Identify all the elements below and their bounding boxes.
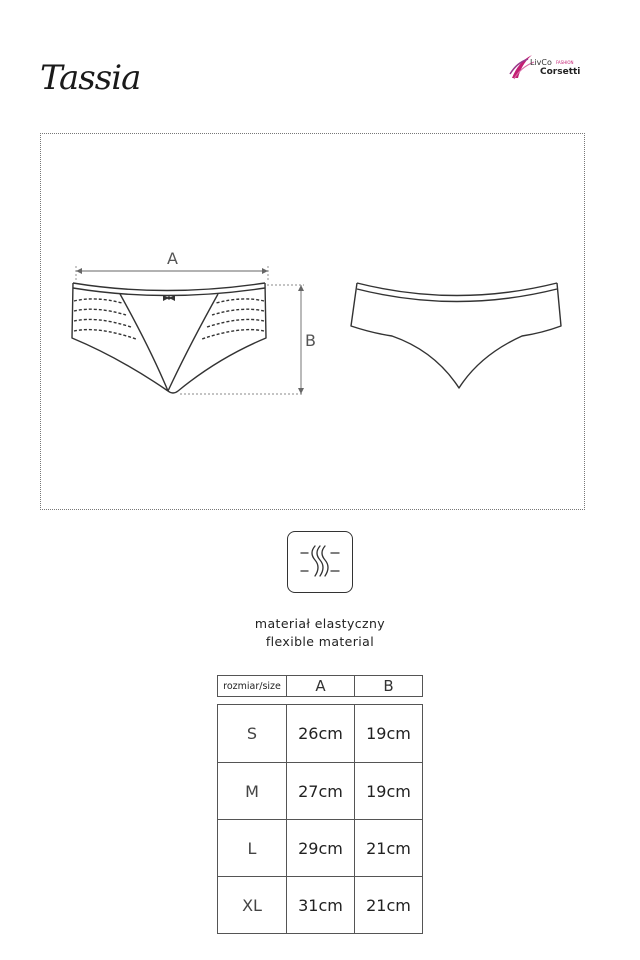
label-a: A [167, 249, 178, 268]
header-a: A [287, 676, 355, 696]
measure-b-cell: 21cm [366, 895, 411, 915]
label-b: B [305, 331, 316, 350]
measure-a-cell: 27cm [287, 763, 355, 819]
material-label-en: flexible material [265, 634, 375, 649]
size-table-header [217, 675, 423, 697]
size-table-body [217, 704, 423, 934]
measure-b-cell: 19cm [366, 781, 411, 801]
logo-text-fashion: FASHION [556, 60, 574, 65]
table-row [218, 705, 422, 762]
size-cell: S [218, 705, 287, 762]
garment-illustration [40, 133, 585, 510]
size-cell: XL [218, 877, 287, 933]
header-size: rozmiar/size [218, 676, 287, 696]
logo-text-corsetti: Corsetti [540, 67, 581, 77]
header-b: B [383, 677, 394, 695]
size-cell: M [218, 763, 287, 819]
stretch-material-badge [287, 531, 353, 593]
measure-a-cell: 29cm [287, 820, 355, 876]
stretch-waves-icon [288, 532, 352, 592]
logo-swoosh-icon [508, 52, 538, 82]
measure-b [180, 285, 304, 394]
measure-b-cell: 21cm [366, 838, 411, 858]
table-row [218, 819, 422, 876]
collection-name [40, 58, 140, 104]
measure-a-cell: 26cm [287, 705, 355, 762]
measure-a-cell: 31cm [287, 877, 355, 933]
table-row [218, 762, 422, 819]
brand-logo [508, 52, 588, 82]
collection-name-text: Tassia [40, 58, 141, 98]
measure-b-cell: 19cm [366, 724, 411, 743]
measure-a [76, 266, 268, 281]
logo-text-livco: LivCo [530, 58, 552, 67]
back-view [351, 283, 561, 388]
material-label-pl: materiał elastyczny [254, 616, 386, 631]
size-table [217, 675, 423, 934]
size-cell: L [218, 820, 287, 876]
table-row [218, 876, 422, 933]
